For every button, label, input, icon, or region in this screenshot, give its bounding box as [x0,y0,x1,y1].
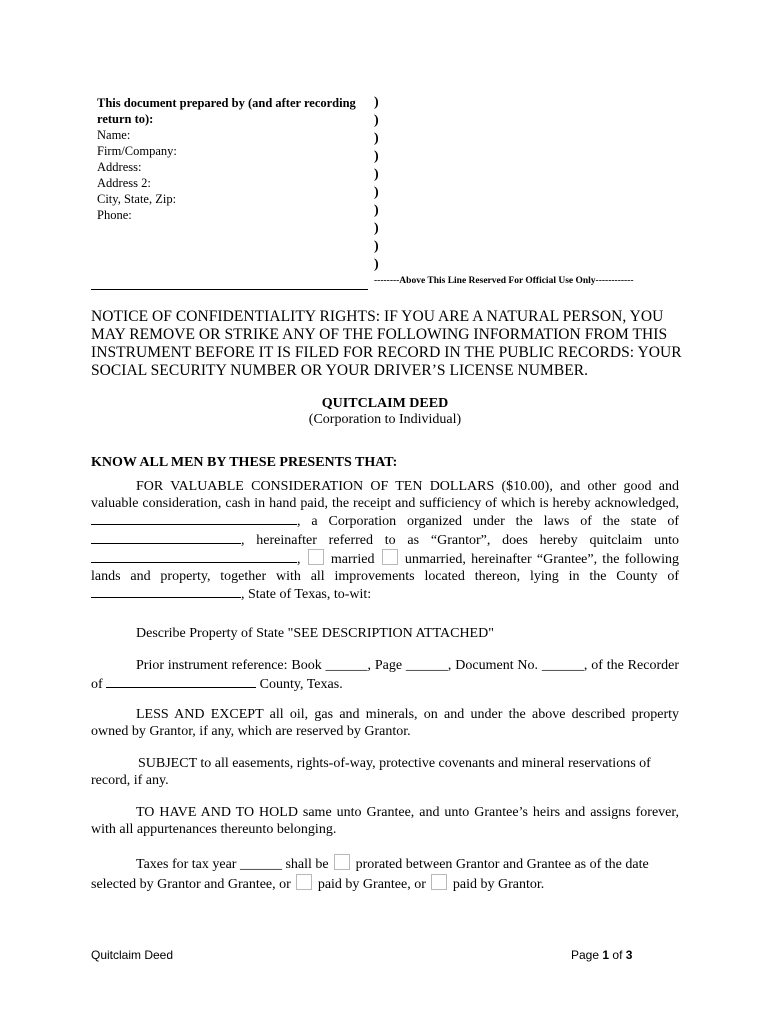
preparer-block [97,95,367,223]
paren: ) [374,95,379,110]
grantor-ref-text: , hereinafter referred to as “Grantor”, does hereby quitclaim unto [241,532,679,548]
describe-property: Describe Property of State "SEE DESCRIPTION ATTACHED" [136,626,494,641]
document-subtitle: (Corporation to Individual) [308,412,462,427]
paid-by-grantee-label: paid by Grantee, or [317,876,426,892]
paid-by-grantor-checkbox[interactable] [431,874,447,890]
habendum-paragraph: TO HAVE AND TO HOLD same unto Grantee, and unto Grantee’s heirs and assigns forever, with all appurtenances thereunto belonging. [91,805,679,837]
of-label: of [612,948,623,962]
know-all-heading: KNOW ALL MEN BY THESE PRESENTS THAT: [91,455,398,470]
preparer-firm-field: Firm/Company: [97,144,177,158]
paren: ) [374,221,379,236]
preparer-title-line1: This document prepared by (and after recording [97,96,356,110]
paid-by-grantor-label: paid by Grantor. [452,876,545,892]
footer-doc-name: Quitclaim Deed [91,948,174,962]
prorated-text: prorated between Grantor and Grantee as of the date selected by Grantor and Grantee, or [91,857,649,892]
unmarried-text: unmarried, hereinafter “Grantee”, the following lands and property, together with all improvements located thereon, lying in the County of [91,552,680,584]
county-blank[interactable] [91,585,241,598]
preparer-address2-field: Address 2: [97,176,151,190]
preparer-address-field: Address: [97,160,142,174]
grantor-corp-text: , a Corporation organized under the laws of the state of [297,514,679,529]
official-use-line: --------Above This Line Reserved For Official Use Only------------ [374,276,634,286]
prior-county-blank[interactable] [106,675,256,688]
paren: ) [374,113,379,128]
preparer-name-field: Name: [97,128,131,142]
married-checkbox[interactable] [308,549,324,565]
paren: ) [374,257,379,272]
preparer-city-field: City, State, Zip: [97,192,177,206]
paren: ) [374,131,379,146]
preparer-phone-field: Phone: [97,208,132,222]
page-current: 1 [602,948,610,962]
prior-instrument-paragraph [91,658,679,693]
grantee-name-blank[interactable] [91,550,297,563]
paren: ) [374,203,379,218]
recording-divider-line [91,289,368,290]
paren: ) [374,239,379,254]
preparer-title-line2: return to): [97,112,154,126]
document-title: QUITCLAIM DEED [321,396,449,411]
paren: ) [374,149,379,164]
prior-instrument-text: Prior instrument reference: Book ______, Page ______, Document No. ______, of the Recorder of [91,658,679,692]
unmarried-checkbox[interactable] [382,549,398,565]
taxes-paragraph [91,854,681,893]
parenthesis-column [374,94,384,274]
paren: ) [374,185,379,200]
prorated-checkbox[interactable] [334,854,350,870]
grantor-state-blank[interactable] [91,531,241,544]
less-except-paragraph: LESS AND EXCEPT all oil, gas and minerals, on and under the above described property owned by Grantor, if any, which are reserved by Grantor. [91,707,679,739]
paid-by-grantee-checkbox[interactable] [296,874,312,890]
state-text: , State of Texas, to-wit: [241,587,372,602]
prior-county-text: County, Texas. [259,676,343,692]
footer-page-number [571,948,632,962]
subject-paragraph: SUBJECT to all easements, rights-of-way, protective covenants and mineral reservations of record, if any. [91,756,651,788]
comma-text: , [297,552,301,567]
page-label: Page [571,948,600,962]
confidentiality-notice: NOTICE OF CONFIDENTIALITY RIGHTS: IF YOU ARE A NATURAL PERSON, YOU MAY REMOVE OR STRIKE ANY OF THE FOLLOWING INFORMATION FROM THIS INSTRUMENT BEFORE IT IS FILED FOR RECORD IN THE PUBLIC RECORDS: YOUR SOCIAL SECURITY NUMBER OR YOUR DRIVER’S LICENSE NUMBER. [91,308,682,379]
page-total: 3 [625,948,633,962]
paren: ) [374,167,379,182]
grantor-name-blank[interactable] [91,512,297,525]
taxes-text: Taxes for tax year ______ shall be [136,857,329,872]
consideration-paragraph [91,479,679,604]
married-label: married [330,552,375,567]
consideration-intro: FOR VALUABLE CONSIDERATION OF TEN DOLLARS ($10.00), and other good and valuable consideration, cash in hand paid, the receipt and sufficiency of which is hereby acknowledged, [91,479,679,511]
